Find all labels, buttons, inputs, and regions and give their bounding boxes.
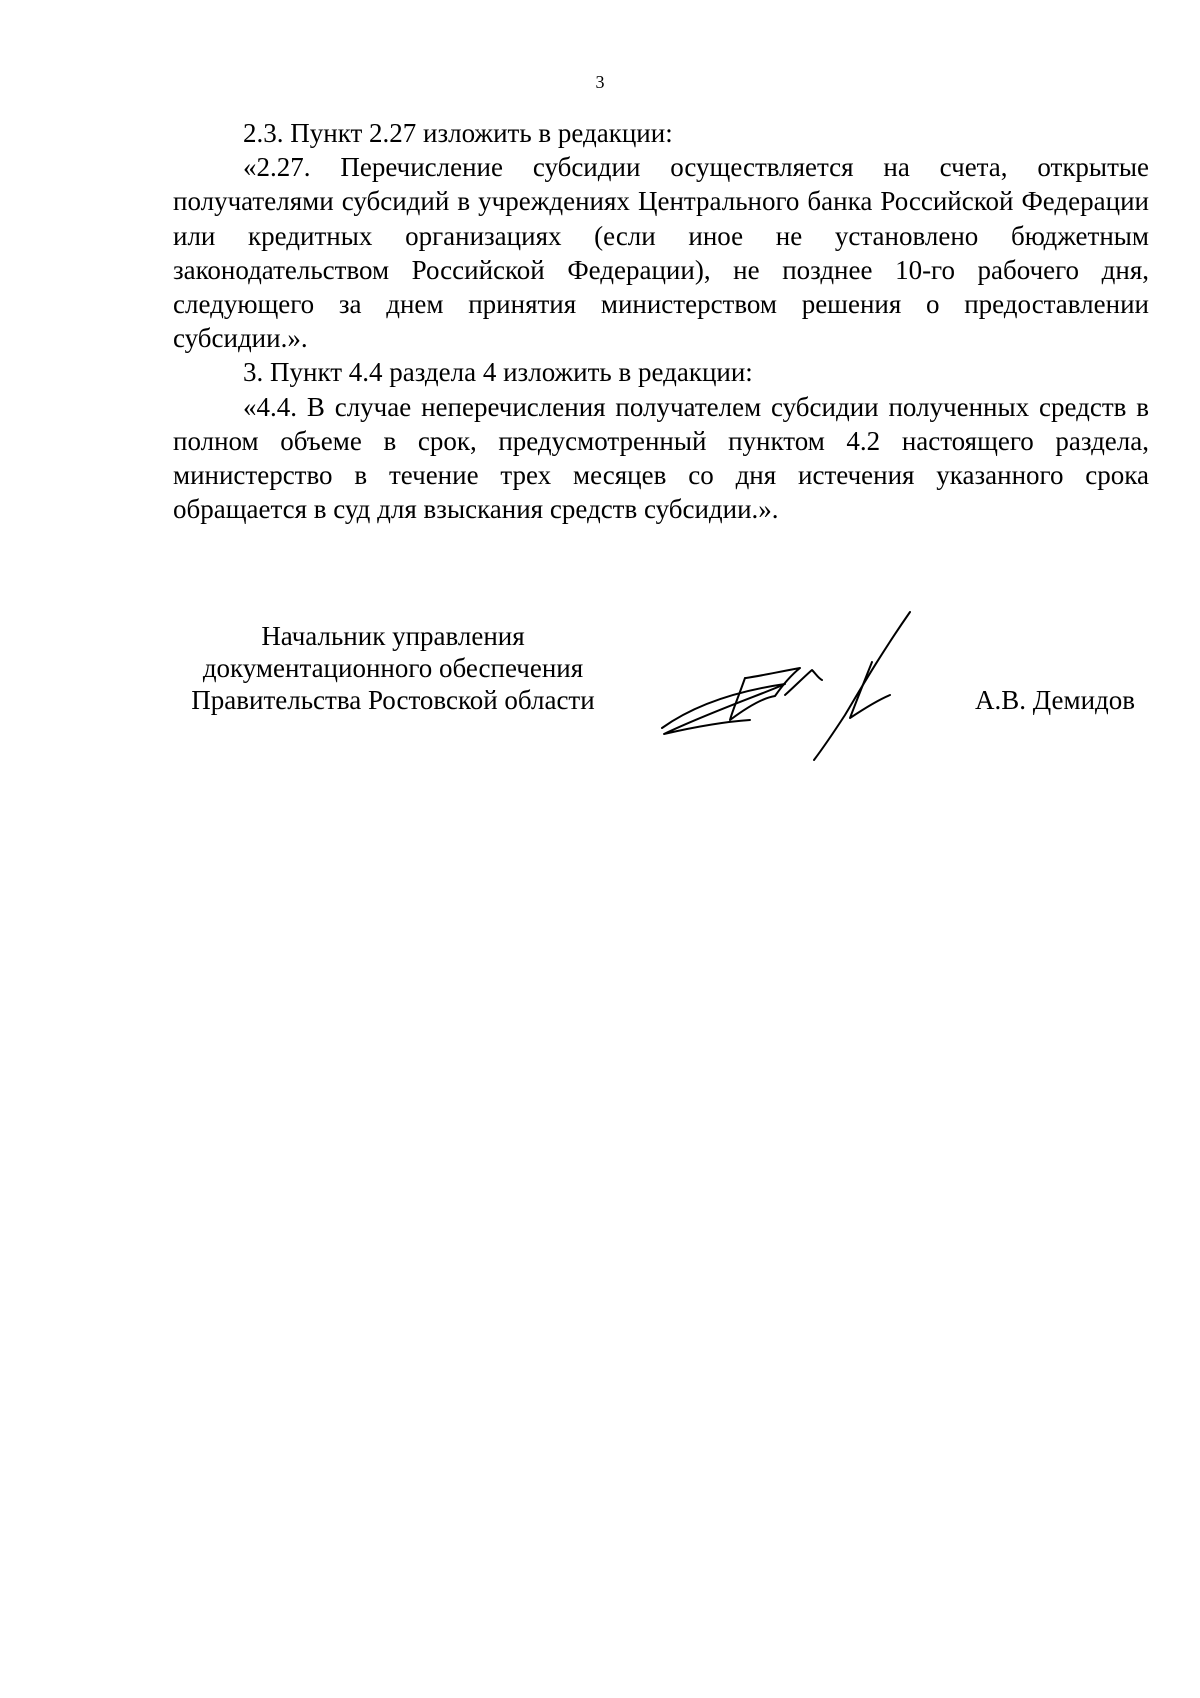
signatory-title-line-2: документационного обеспечения	[202, 653, 584, 683]
handwritten-signature	[650, 600, 950, 770]
signatory-title-line-1: Начальник управления	[261, 621, 525, 651]
paragraph-2-3: 2.3. Пункт 2.27 изложить в редакции:	[243, 118, 673, 148]
signatory-title	[173, 620, 613, 716]
paragraph-3: 3. Пункт 4.4 раздела 4 изложить в редакции:	[243, 357, 753, 388]
paragraph-2-27-text: «2.27. Перечисление субсидии осуществляется на счета, открытые получателями субсидий в учреждениях Центрального банка Российской Федерации или кредитных организациях (если иное не установлено бюджетным законодательством Российской Федерации), не позднее 10-го рабочего дня, следующего за днем принятия министерством решения о предоставлении субсидии.».	[173, 152, 1149, 354]
page-number: 3	[595, 72, 605, 92]
paragraph-4-4-text: «4.4. В случае неперечисления получателем субсидии полученных средств в полном объеме в срок, предусмотренный пунктом 4.2 настоящего раздела, министерство в течение трех месяцев со дня истечения указанного срока обращается в суд для взыскания средств субсидии.».	[173, 391, 1149, 525]
document-body	[173, 116, 1149, 526]
signer-name: А.В. Демидов	[975, 685, 1136, 715]
signatory-title-line-3: Правительства Ростовской области	[191, 685, 595, 715]
